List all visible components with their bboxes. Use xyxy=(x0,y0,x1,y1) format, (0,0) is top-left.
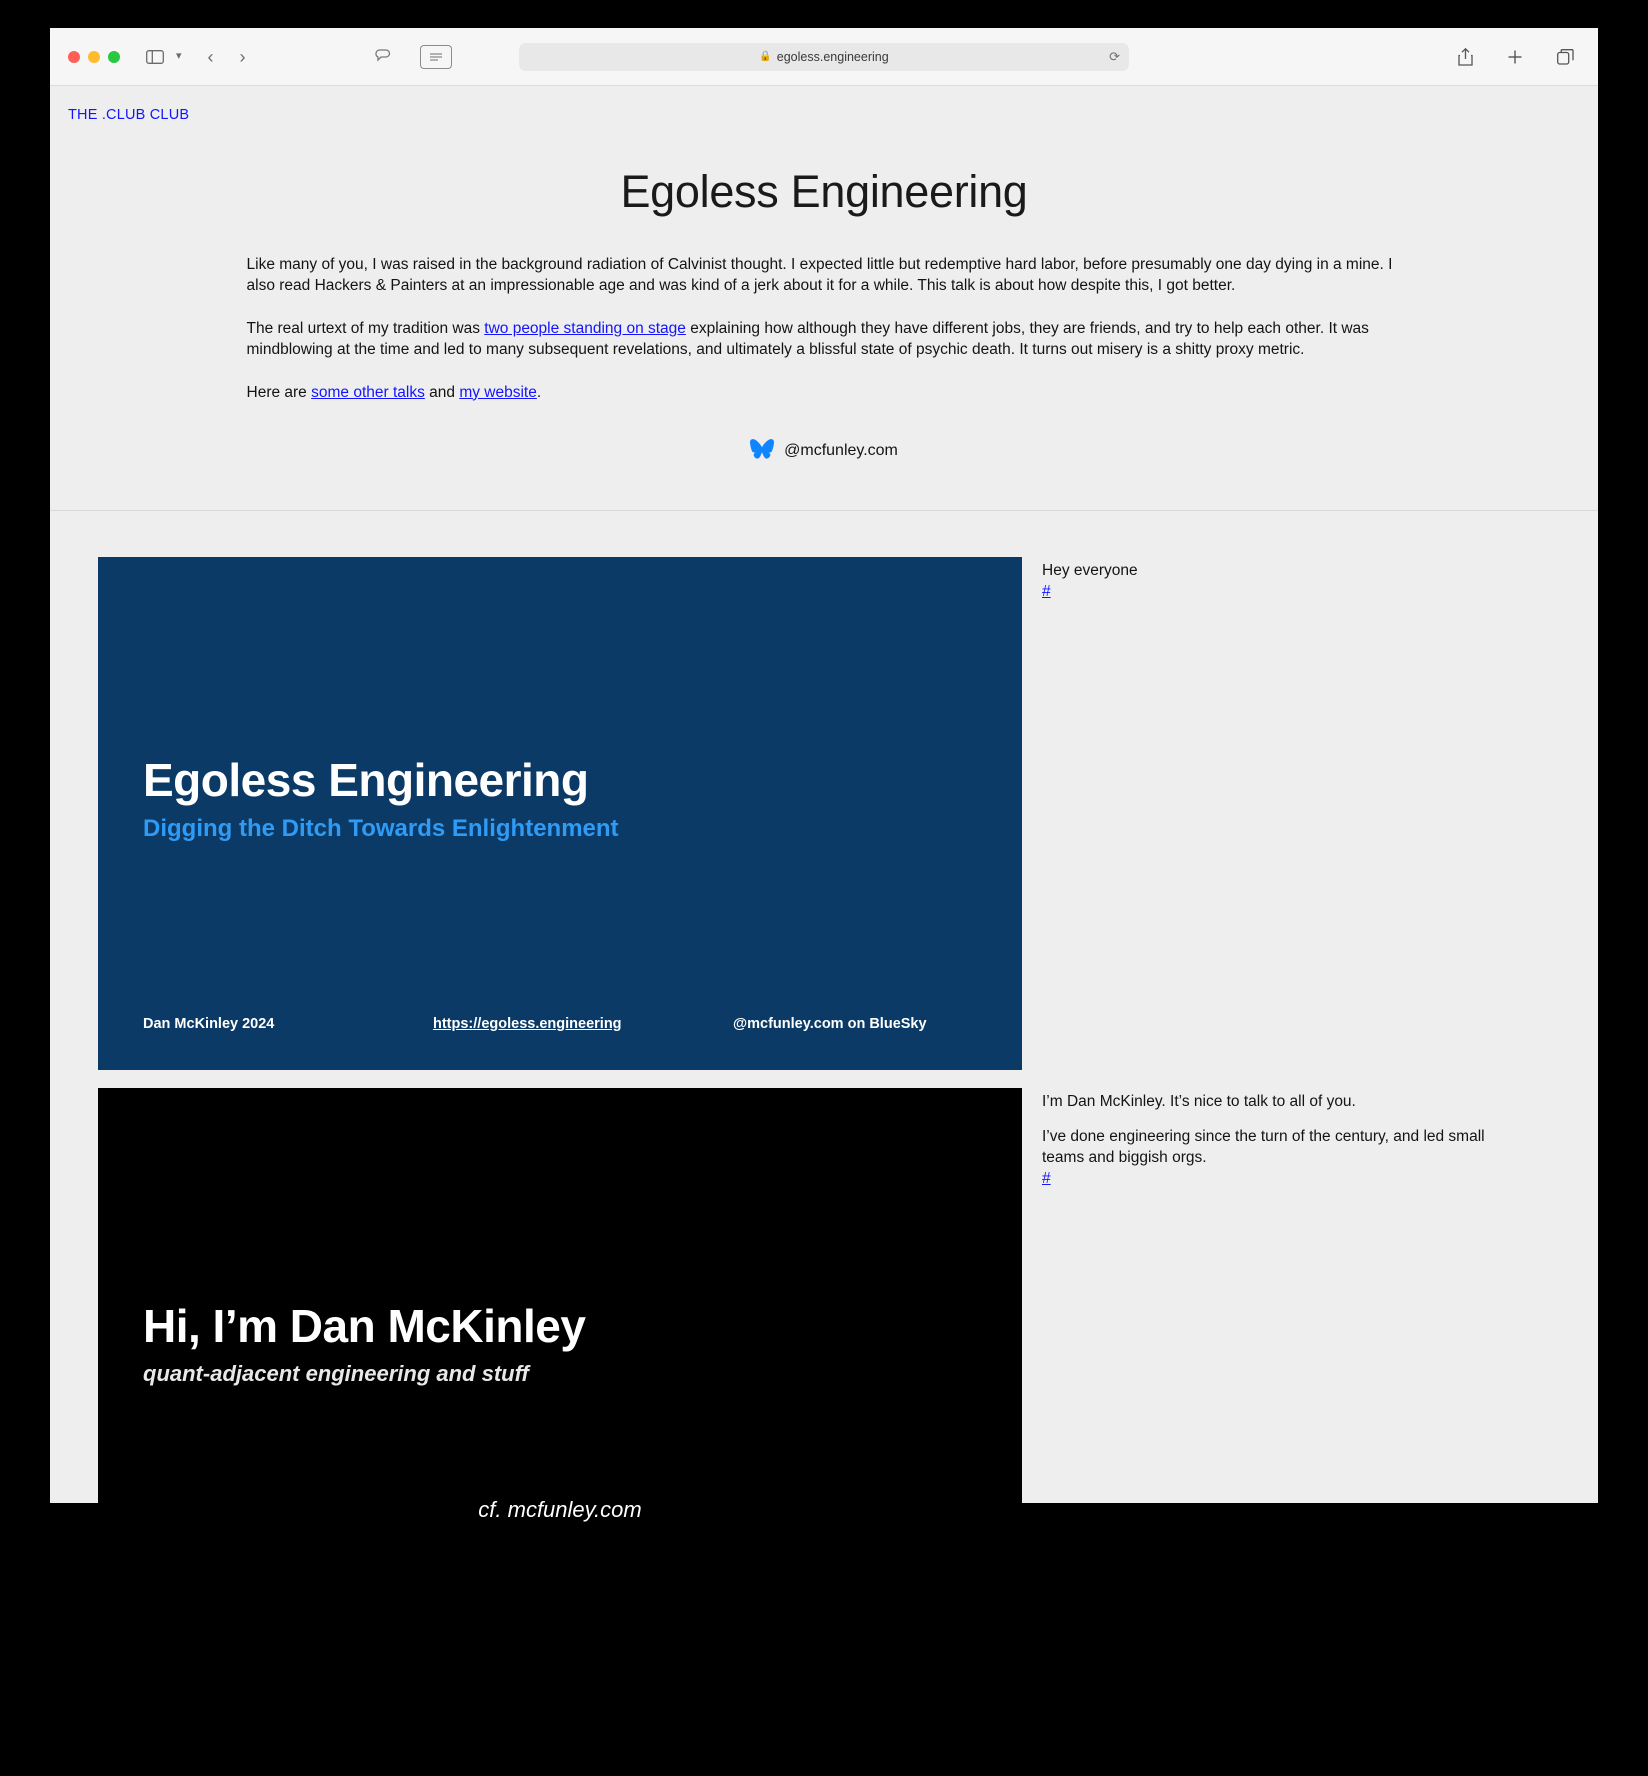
bluesky-handle-text: @mcfunley.com xyxy=(784,442,898,460)
intro-text xyxy=(237,254,1412,403)
close-window-button[interactable] xyxy=(68,51,80,63)
page-content xyxy=(50,86,1598,1522)
slide-2-note-1: I’m Dan McKinley. It’s nice to talk to all of you. xyxy=(1042,1092,1356,1110)
url-text: egoless.engineering xyxy=(776,49,889,64)
reader-icon[interactable] xyxy=(420,45,452,69)
translate-icon[interactable] xyxy=(369,47,400,66)
browser-toolbar xyxy=(50,28,1598,86)
link-two-people-standing-on-stage[interactable]: two people standing on stage xyxy=(484,319,686,337)
slide-1-footer-handle: @mcfunley.com on BlueSky xyxy=(733,1015,927,1032)
intro-p2-text-b: explaining how although they have different jobs, they are friends, and try to help each other. It was mindblowing at the time and led to many subsequent revelations, and ultimately a blissful state of psychic death. It turns out misery is a shitty proxy metric. xyxy=(246,319,1369,359)
slide-row xyxy=(50,557,1598,1070)
sidebar-icon[interactable] xyxy=(140,48,170,66)
slide-image-2[interactable] xyxy=(98,1088,1022,1551)
plus-icon[interactable] xyxy=(1501,47,1529,67)
lock-icon: 🔒 xyxy=(759,51,772,62)
slide-2-title: Hi, I’m Dan McKinley xyxy=(143,1299,586,1352)
slide-1-footer xyxy=(143,1016,977,1032)
share-icon[interactable] xyxy=(1452,46,1479,68)
slide-row xyxy=(50,1088,1598,1551)
minimize-window-button[interactable] xyxy=(88,51,100,63)
window-controls xyxy=(68,51,120,63)
intro-p2-text-a: The real urtext of my tradition was xyxy=(246,319,485,337)
intro-p3-text-b: . xyxy=(536,383,542,401)
intro-paragraph-2 xyxy=(247,318,1402,361)
tab-overview-icon[interactable] xyxy=(1551,47,1580,67)
link-my-website[interactable]: my website xyxy=(459,383,537,401)
nav-link-club-club[interactable]: THE .CLUB CLUB xyxy=(68,107,190,123)
intro-paragraph-3 xyxy=(247,382,1402,403)
slides-list xyxy=(50,511,1598,1551)
address-bar[interactable] xyxy=(519,43,1129,71)
intro-p1-text: Like many of you, I was raised in the background radiation of Calvinist thought. I expected little but redemptive hard labor, before presumably one day dying in a mine. I also read Hackers & Painters at an impressionable age and was kind of a jerk about it for a while. This talk is about how despite this, I got better. xyxy=(246,256,1393,295)
slide-1-anchor-link[interactable]: # xyxy=(1042,582,1051,600)
slide-2-caption: cf. mcfunley.com xyxy=(478,1496,642,1522)
page-title: Egoless Engineering xyxy=(620,166,1028,217)
forward-chevron-icon[interactable]: › xyxy=(239,46,246,67)
reload-icon[interactable]: ⟳ xyxy=(1109,48,1120,64)
browser-window xyxy=(50,28,1598,1522)
butterfly-icon xyxy=(750,439,774,464)
intro-p3-text-mid: and xyxy=(424,383,460,401)
slide-2-anchor-link[interactable]: # xyxy=(1042,1169,1051,1187)
slide-2-note-2: I’ve done engineering since the turn of the century, and led small teams and biggish orgs. xyxy=(1042,1127,1485,1166)
slide-1-subtitle: Digging the Ditch Towards Enlightenment xyxy=(143,814,619,842)
chevron-down-icon[interactable]: ▾ xyxy=(176,50,182,62)
slide-1-footer-url: https://egoless.engineering xyxy=(433,1015,622,1032)
intro-paragraph-1 xyxy=(247,254,1402,297)
slide-1-footer-author: Dan McKinley 2024 xyxy=(143,1015,275,1032)
slide-notes-1 xyxy=(1042,557,1512,603)
link-some-other-talks[interactable]: some other talks xyxy=(311,383,425,401)
site-nav xyxy=(50,86,1598,124)
slide-1-title: Egoless Engineering xyxy=(143,753,589,806)
slide-image-1[interactable] xyxy=(98,557,1022,1070)
bluesky-handle-row[interactable] xyxy=(50,439,1598,464)
slide-2-subtitle: quant-adjacent engineering and stuff xyxy=(143,1360,529,1386)
slide-1-note-1: Hey everyone xyxy=(1042,561,1138,579)
intro-p3-text-a: Here are xyxy=(246,383,312,401)
slide-notes-2 xyxy=(1042,1088,1512,1190)
maximize-window-button[interactable] xyxy=(108,51,120,63)
back-chevron-icon[interactable]: ‹ xyxy=(207,46,214,67)
